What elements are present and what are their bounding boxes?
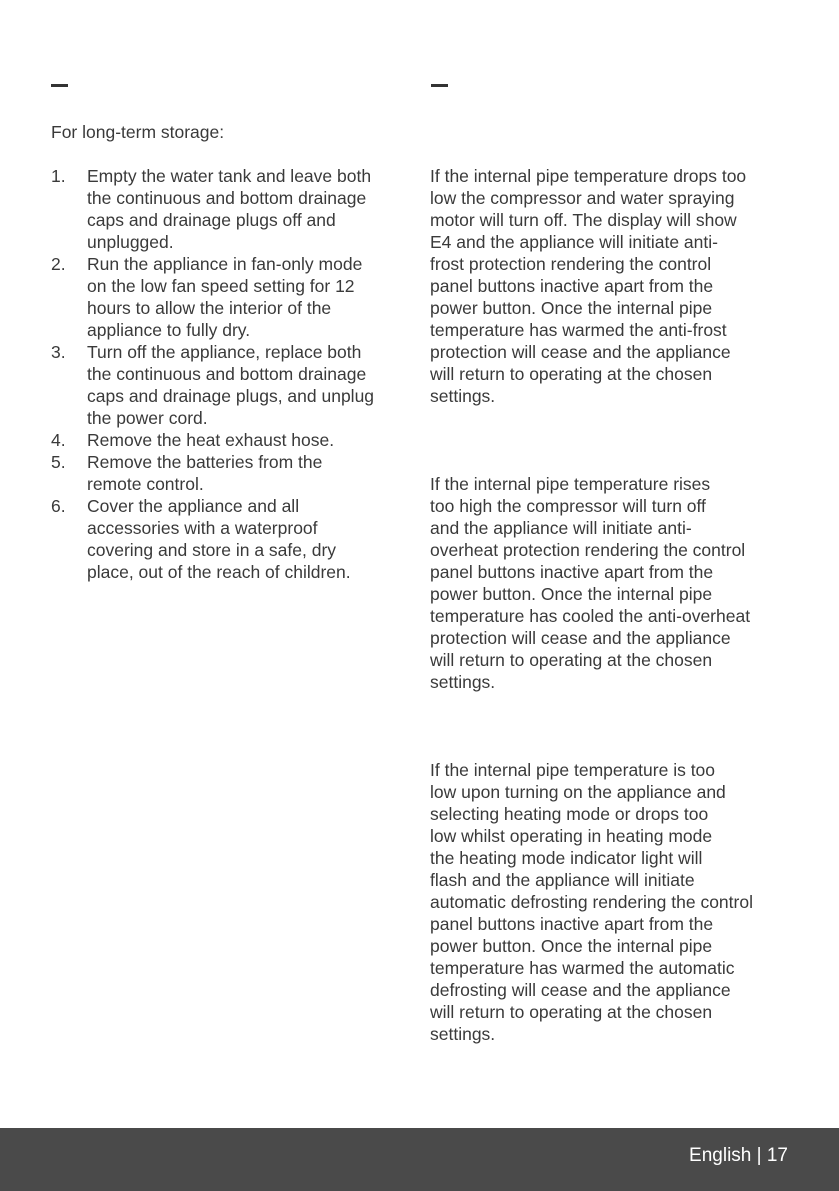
step-text-line: Remove the batteries from the [87, 452, 323, 472]
paragraph-line: If the internal pipe temperature is too [430, 760, 716, 780]
paragraph-line: E4 and the appliance will initiate anti- [430, 232, 718, 252]
paragraph-line: low upon turning on the appliance and [430, 782, 726, 802]
step-text-line: the power cord. [87, 408, 208, 428]
storage-step [51, 495, 411, 583]
storage-step [51, 165, 411, 253]
step-number: 6. [51, 496, 66, 516]
step-text-line: Remove the heat exhaust hose. [87, 430, 335, 450]
step-text-line: remote control. [87, 474, 204, 494]
step-number: 5. [51, 452, 66, 472]
left-column [51, 121, 411, 583]
paragraph-line: automatic defrosting rendering the control [430, 892, 753, 912]
paragraph-line: protection will cease and the appliance [430, 628, 731, 648]
paragraph-line: too high the compressor will turn off [430, 496, 706, 516]
paragraph-line: the heating mode indicator light will [430, 848, 703, 868]
step-text-line: hours to allow the interior of the [87, 298, 332, 318]
step-text-line: Empty the water tank and leave both [87, 166, 372, 186]
paragraph-line: power button. Once the internal pipe [430, 936, 713, 956]
paragraph-line: power button. Once the internal pipe [430, 584, 713, 604]
paragraph-line: will return to operating at the chosen [430, 364, 713, 384]
paragraph-line: settings. [430, 1024, 496, 1044]
paragraph-line: power button. Once the internal pipe [430, 298, 713, 318]
step-number: 2. [51, 254, 66, 274]
paragraph-line: temperature has warmed the automatic [430, 958, 735, 978]
step-text-line: Run the appliance in fan-only mode [87, 254, 363, 274]
storage-steps-list [51, 165, 411, 583]
paragraph-line: will return to operating at the chosen [430, 650, 713, 670]
section-dash-left [51, 84, 68, 87]
step-text-line: the continuous and bottom drainage [87, 188, 367, 208]
section-dash-right [431, 84, 448, 87]
step-text-line: place, out of the reach of children. [87, 562, 351, 582]
step-text-line: Turn off the appliance, replace both [87, 342, 362, 362]
step-number: 3. [51, 342, 66, 362]
right-column [430, 165, 800, 1111]
paragraph-line: flash and the appliance will initiate [430, 870, 695, 890]
step-text-line: unplugged. [87, 232, 174, 252]
step-number: 4. [51, 430, 66, 450]
step-text-line: caps and drainage plugs off and [87, 210, 336, 230]
paragraph-line: and the appliance will initiate anti- [430, 518, 692, 538]
paragraph-line: selecting heating mode or drops too [430, 804, 709, 824]
step-text-line: covering and store in a safe, dry [87, 540, 337, 560]
paragraph-line: panel buttons inactive apart from the [430, 914, 714, 934]
step-text-line: caps and drainage plugs, and unplug [87, 386, 375, 406]
paragraph-line: If the internal pipe temperature drops too [430, 166, 747, 186]
paragraph-line: will return to operating at the chosen [430, 1002, 713, 1022]
step-text-line: appliance to fully dry. [87, 320, 251, 340]
paragraph-line: low the compressor and water spraying [430, 188, 735, 208]
paragraph-line: defrosting will cease and the appliance [430, 980, 731, 1000]
paragraph-line: low whilst operating in heating mode [430, 826, 713, 846]
paragraph-line: settings. [430, 672, 496, 692]
paragraph-line: protection will cease and the appliance [430, 342, 731, 362]
storage-step [51, 253, 411, 341]
paragraph-line: motor will turn off. The display will show [430, 210, 737, 230]
paragraph-line: temperature has cooled the anti-overheat [430, 606, 751, 626]
paragraph-line: overheat protection rendering the control [430, 540, 746, 560]
paragraph-line: settings. [430, 386, 496, 406]
protection-paragraph [430, 165, 800, 407]
step-text-line: accessories with a waterproof [87, 518, 318, 538]
paragraph-line: frost protection rendering the control [430, 254, 712, 274]
step-text-line: the continuous and bottom drainage [87, 364, 367, 384]
step-text-line: on the low fan speed setting for 12 [87, 276, 355, 296]
storage-intro: For long-term storage: [51, 122, 225, 142]
storage-step [51, 341, 411, 429]
page-number: English | 17 [689, 1145, 788, 1166]
paragraph-line: panel buttons inactive apart from the [430, 562, 714, 582]
storage-step [51, 451, 411, 495]
page-footer [0, 1128, 839, 1191]
protection-paragraph [430, 473, 800, 693]
paragraph-line: If the internal pipe temperature rises [430, 474, 711, 494]
protection-paragraph [430, 759, 800, 1045]
paragraph-line: temperature has warmed the anti-frost [430, 320, 727, 340]
step-text-line: Cover the appliance and all [87, 496, 300, 516]
storage-step [51, 429, 411, 451]
step-number: 1. [51, 166, 66, 186]
paragraph-line: panel buttons inactive apart from the [430, 276, 714, 296]
